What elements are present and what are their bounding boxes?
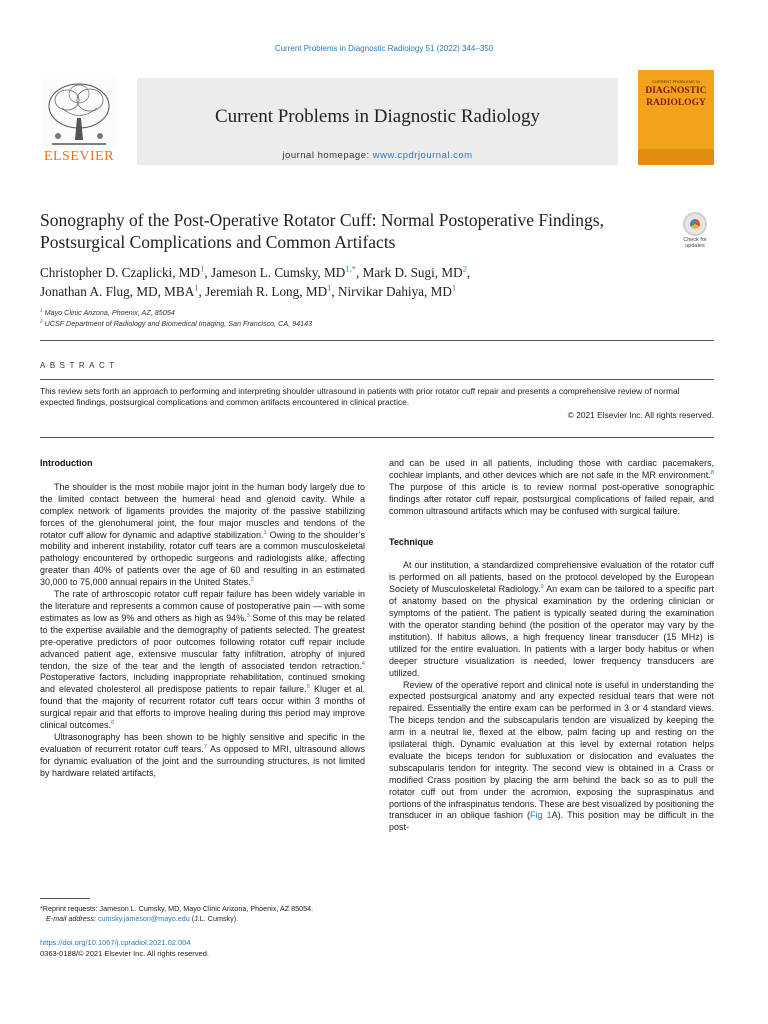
paragraph: Ultrasonography has been shown to be highly sensitive and specific in the evaluation of recurrent rotator cuff tears.$^7$ As opposed to MRI, ultrasound allows for dynamic evaluation of the joint and the surrounding structures, is not limited by hardware related artifacts, (40, 731, 365, 778)
check-for-updates-icon (683, 212, 707, 236)
figure-link[interactable]: Fig 1 (530, 810, 552, 821)
affiliation-2: $^2$ UCSF Department of Radiology and Biomedical Imaging, San Francisco, CA, 94143 (40, 318, 313, 328)
footnote (40, 904, 370, 924)
citation-link[interactable]: 4 (361, 660, 365, 667)
left-column (40, 458, 365, 780)
section-heading-technique: Technique (389, 536, 434, 547)
affiliation-1: $^1$ Mayo Clinic Arizona, Phoenix, AZ, 85054 (40, 307, 175, 317)
author-name[interactable]: Jeremiah R. Long, MD (205, 284, 328, 299)
cover-stripe (638, 149, 714, 165)
author-affiliation-ref[interactable]: 1 (327, 282, 332, 293)
paragraph: and can be used in all patients, including those with cardiac pacemakers, cochlear implants, and other devices which are not safe in the MR environment.$^8$ The purpose of this article is to review normal post-operative sonographic findings after rotator cuff repair, postsurgical complications of failed repair, and common ultrasound artifacts which may be confused with surgical failure. (389, 458, 714, 516)
check-for-updates-button[interactable] (675, 212, 715, 252)
article-title: Sonography of the Post-Operative Rotator Cuff: Normal Postoperative Findings, Postsurgical Complications and Common Artifacts (40, 210, 604, 252)
paragraph: The rate of arthroscopic rotator cuff repair failure has been widely variable in the literature and represents a common cause of postoperative pain — with some estimates as low as 9% and others as high as 94%.$^3$ Some of this may be related to the expertise available and the demography of patients selected. The greatest pre-operative predictors of poor outcomes following rotator cuff repair include advanced patient age, extensive muscular fatty infiltration, atrophy of injured tendon, the size of the tear and the length of associated tendon retraction.$^4$ Postoperative factors, including inappropriate rehabilitation, continued smoking and elevated cholesterol all predispose patients to repair failure.$^5$ Kluger et al. found that the majority of recurrent rotator cuff tears occur within 3 months of surgical repair and that efforts to improve healing during this period may improve clinical outcomes.$^6$ (40, 589, 366, 731)
homepage-label: journal homepage: (282, 150, 373, 161)
journal-citation-link[interactable]: Current Problems in Diagnostic Radiology 51 (2022) 344–350 (274, 44, 494, 53)
author-affiliation-ref[interactable]: 1,* (345, 263, 357, 274)
author-list: Christopher D. Czaplicki, $MD^1$, Jameson L. Cumsky, $MD^{1,*}$, Mark D. Sugi, $MD^2$, Jonathan A. Flug, MD, MBA$^1$, Jeremiah R. Long, $MD^1$, Nirvikar Dahiya, $MD^1$ (40, 263, 471, 299)
author-affiliation-ref[interactable]: 1 (451, 282, 457, 293)
citation-link[interactable]: 3 (246, 612, 250, 619)
citation-link[interactable]: 8 (710, 469, 714, 476)
abstract-heading: ABSTRACT (40, 361, 119, 370)
elsevier-tree-icon (42, 78, 116, 148)
author-name[interactable]: Nirvikar Dahiya, MD (337, 284, 452, 299)
paragraph: At our institution, a standardized comprehensive evaluation of the rotator cuff is performed on all patients, based on the protocol developed by the European Society of Musculoskeletal Radiology.$^9$ An exam can be tailored to a specific part of anatomy based on the physical examination by the ordering clinician or symptoms of the patient. The patient is typically seated during the examination with the operator standing behind (the position of the operator may vary by the institution). If habitus allows, a high frequency linear transducer (15 MHz) is utilized for the entire evaluation. In patients with a larger body habitus or when deeper structure visualization is needed, lower frequency transducers are utilized. (389, 560, 714, 678)
abstract-text: This review sets forth an approach to performing and interpreting shoulder ultrasound in patients with prior rotator cuff repair and presents a comprehensive review of normal expected findings, postsurgical complications and common artifacts encountered in clinical practice. (40, 386, 680, 407)
author-name[interactable]: Christopher D. Czaplicki, MD (40, 265, 201, 280)
citation-link[interactable]: 6 (111, 720, 115, 727)
homepage-link[interactable]: www.cpdrjournal.com (372, 150, 473, 161)
check-for-updates-label: Check for updates (683, 237, 707, 249)
footer (40, 937, 209, 959)
paragraph: The shoulder is the most mobile major joint in the human body largely due to the limited contact between the humeral head and glenoid cavity. While a complex network of ligaments provides the majority of the passive stabilizing forces of the glenohumeral joint, the four major muscles and tendons of the rotator cuff allow for dynamic and adaptive stabilization.$^1$ Owing to the shoulder’s mobility and inherent instability, rotator cuff tears are a common musculoskeletal pathology encountered by orthopedic surgeons and radiologists alike, affecting greater than 40% of patients over the age of 60 and resulting in an estimated 30,000 to 75,000 annual repairs in the United States.$^2$ (40, 481, 365, 588)
cover-series-label: CURRENT PROBLEMS IN (652, 79, 700, 84)
author-name[interactable]: Jameson L. Cumsky, MD (210, 265, 346, 280)
section-heading-introduction: Introduction (40, 458, 93, 468)
author-affiliation-ref[interactable]: 1 (200, 263, 205, 274)
journal-homepage (137, 150, 618, 161)
citation-link[interactable]: 1 (263, 529, 267, 536)
divider (40, 379, 714, 380)
citation-link[interactable]: 7 (203, 743, 208, 750)
right-column (389, 458, 714, 834)
footnote-divider (40, 898, 90, 899)
email-line: E-mail address: cumsky.jameson@mayo.edu (J.L. Cumsky). (46, 914, 239, 923)
reprint-note: *Reprint requests: Jameson L. Cumsky, MD, Mayo Clinic Arizona, Phoenix, AZ 85054. (40, 904, 314, 913)
divider (40, 340, 714, 341)
cover-title-line-1: DIAGNOSTIC (645, 86, 707, 96)
author-affiliation-ref[interactable]: 1 (194, 282, 199, 293)
email-link[interactable]: cumsky.jameson@mayo.edu (97, 914, 190, 923)
paragraph: Review of the operative report and clinical note is useful in understanding the expected postsurgical anatomy and any expected residual tears that were not repaired. Essentially the entire exam can be performed in 3 or 4 standard views. The biceps tendon and the subscapularis tendon are visualized by keeping the arm in a neutral lie, flexed at the elbow, palm facing up and resting on the ipsilateral thigh. Dynamic evaluation at this level by external rotation helps evaluate the biceps tendon for subluxation or dislocation and evaluates the subscapularis tendon for integrity. The second view is obtained in a Crass or modified Crass position by placing the arm behind the back so as to pull the rotator cuff out from under the acromion, exposing the supraspinatus and portions of the infraspinatus tendons. These are best visualized by positioning the transducer in an oblique fashion (Fig 1A). This position may be difficult in the post- (389, 679, 714, 833)
citation-link[interactable]: 5 (306, 684, 310, 691)
journal-cover-image[interactable] (638, 70, 714, 165)
abstract-copyright: © 2021 Elsevier Inc. All rights reserved. (567, 410, 714, 420)
doi-link[interactable]: https://doi.org/10.1067/j.cpradiol.2021.02.004 (40, 938, 191, 947)
elsevier-wordmark: ELSEVIER (43, 149, 115, 164)
citation-link[interactable]: 9 (540, 584, 544, 591)
divider (40, 437, 714, 438)
journal-name[interactable]: Current Problems in Diagnostic Radiology (214, 106, 541, 127)
issn-line: 0363-0188/© 2021 Elsevier Inc. All rights reserved. (40, 949, 209, 958)
author-name[interactable]: Jonathan A. Flug, MD, MBA (40, 284, 195, 299)
author-affiliation-ref[interactable]: 2 (462, 263, 467, 274)
citation-link[interactable]: 2 (250, 577, 254, 584)
elsevier-logo[interactable] (38, 78, 120, 166)
author-name[interactable]: Mark D. Sugi, MD (362, 265, 463, 280)
cover-title-line-2: RADIOLOGY (646, 98, 706, 108)
